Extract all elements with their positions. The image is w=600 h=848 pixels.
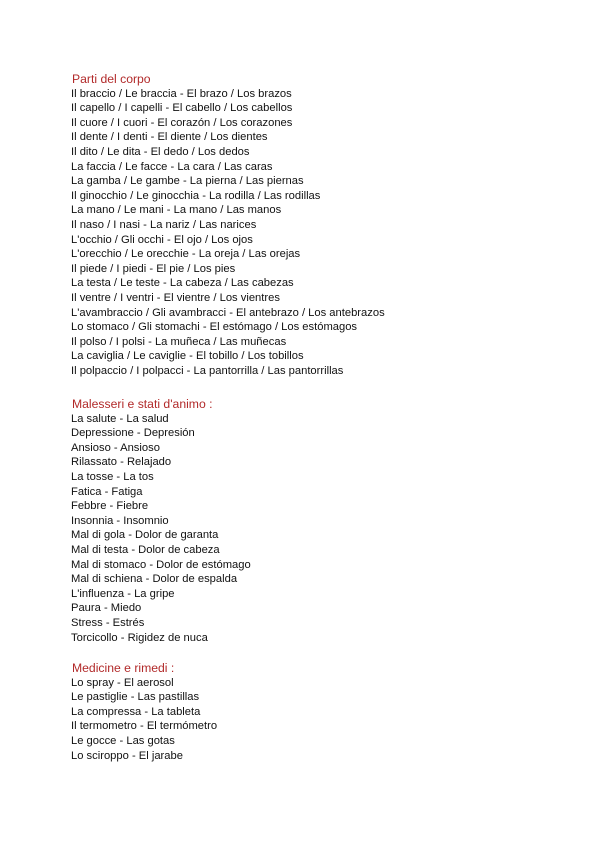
list-item: Mal di schiena - Dolor de espalda [71,573,238,586]
vocab-list [71,676,217,764]
section-ailments [71,397,251,645]
list-item: Rilassato - Relajado [71,456,172,469]
list-item: Depressione - Depresión [71,427,195,440]
list-item: Il polpaccio / I polpacci - La pantorrilla / Las pantorrillas [71,364,344,377]
vocab-list [71,87,385,379]
list-item: Il braccio / Le braccia - El brazo / Los brazos [71,87,292,100]
list-item: Le pastiglie - Las pastillas [71,691,200,704]
list-item: La caviglia / Le caviglie - El tobillo / Los tobillos [71,350,304,363]
list-item: La mano / Le mani - La mano / Las manos [71,204,282,217]
list-item: Stress - Estrés [71,616,145,629]
list-item: Il capello / I capelli - El cabello / Los cabellos [71,102,293,115]
list-item: Il naso / I nasi - La nariz / Las narices [71,218,257,231]
list-item: Mal di gola - Dolor de garanta [71,529,219,542]
list-item: Insonnia - Insomnio [71,514,169,527]
list-item: Febbre - Fiebre [71,500,149,513]
list-item: L'orecchio / Le orecchie - La oreja / Las orejas [71,248,301,261]
list-item: Ansioso - Ansioso [71,441,160,454]
section-heading: Parti del corpo [72,72,151,86]
list-item: Fatica - Fatiga [71,485,143,498]
vocab-list [71,412,251,646]
list-item: L'occhio / Gli occhi - El ojo / Los ojos [71,233,253,246]
list-item: Lo stomaco / Gli stomachi - El estómago / Los estómagos [71,321,358,334]
section-body-parts [71,72,385,378]
list-item: L'avambraccio / Gli avambracci - El antebrazo / Los antebrazos [71,306,385,319]
list-item: Mal di stomaco - Dolor de estómago [71,558,251,571]
list-item: La salute - La salud [71,412,169,425]
list-item: La tosse - La tos [71,470,154,483]
list-item: Il cuore / I cuori - El corazón / Los corazones [71,116,293,129]
section-heading: Malesseri e stati d'animo : [72,397,213,411]
list-item: Il piede / I piedi - El pie / Los pies [71,262,236,275]
section-medicine [71,661,217,763]
list-item: La faccia / Le facce - La cara / Las caras [71,160,273,173]
list-item: Paura - Miedo [71,602,142,615]
list-item: L'influenza - La gripe [71,587,175,600]
list-item: Il polso / I polsi - La muñeca / Las muñecas [71,335,287,348]
list-item: Le gocce - Las gotas [71,734,175,747]
list-item: Il ginocchio / Le ginocchia - La rodilla / Las rodillas [71,189,321,202]
list-item: Lo spray - El aerosol [71,676,174,689]
list-item: La compressa - La tableta [71,705,201,718]
list-item: Il dito / Le dita - El dedo / Los dedos [71,145,250,158]
list-item: Lo sciroppo - El jarabe [71,749,183,762]
list-item: Torcicollo - Rigidez de nuca [71,631,208,644]
section-heading: Medicine e rimedi : [72,661,175,675]
list-item: Il dente / I denti - El diente / Los dientes [71,131,268,144]
list-item: Il termometro - El termómetro [71,720,218,733]
list-item: La testa / Le teste - La cabeza / Las cabezas [71,277,294,290]
list-item: Mal di testa - Dolor de cabeza [71,543,220,556]
list-item: Il ventre / I ventri - El vientre / Los vientres [71,291,280,304]
list-item: La gamba / Le gambe - La pierna / Las piernas [71,175,304,188]
